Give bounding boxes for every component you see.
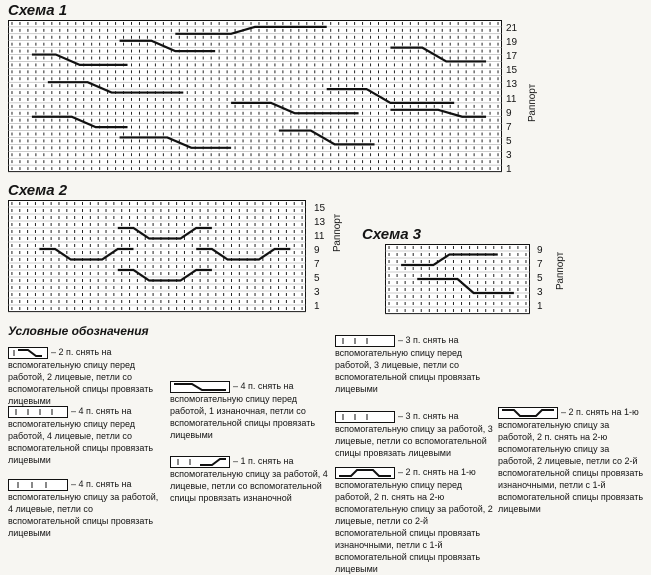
row-number: 3 <box>314 287 320 298</box>
legend-item-4 <box>170 380 330 441</box>
cable-symbol-icon <box>8 479 68 491</box>
row-number: 15 <box>314 203 326 214</box>
row-number: 9 <box>314 245 320 256</box>
legend-item-6 <box>335 334 495 395</box>
cable-symbol-icon <box>335 335 395 347</box>
row-number: 3 <box>506 149 512 161</box>
legend-text-2: – 4 п. снять на вспомогательную спицу перед работой, 4 лицевые, петли со вспомогательной спицы провязать лицевыми <box>8 406 154 465</box>
row-number: 9 <box>506 107 512 119</box>
row-number: 13 <box>314 217 326 228</box>
row-number: 5 <box>506 135 512 147</box>
row-number: 1 <box>506 164 512 175</box>
cable-symbol-icon <box>170 381 230 393</box>
legend-text-7: – 3 п. снять на вспомогательную спицу за работой, 3 лицевые, петли со вспомогательной спицы провязать лицевыми <box>335 411 493 458</box>
legend-item-5 <box>170 455 330 504</box>
cable-symbol-icon <box>8 347 48 359</box>
scheme1-chart <box>8 20 502 172</box>
row-number: 7 <box>314 259 320 270</box>
row-number: 11 <box>506 93 517 105</box>
scheme3-title: Схема 3 <box>362 226 422 243</box>
legend-item-9 <box>498 406 646 515</box>
scheme3-chart <box>385 244 530 314</box>
cable-symbol-icon <box>8 406 68 418</box>
legend-item-3 <box>8 478 163 539</box>
row-number: 5 <box>314 273 320 284</box>
legend-text-9: – 2 п. снять на 1-ю вспомогательную спицу за работой, 2 п. снять на 2-ю вспомогательную спицу за работой, 2 лицевые, петли со 2-й вспомогательной спицы провязать изнаночными, петли с 1-й вспомогательной спицы провязать лицевыми <box>498 407 644 514</box>
scheme3-rapport-label: Раппорт <box>555 251 566 290</box>
legend-text-6: – 3 п. снять на вспомогательную спицу перед работой, 3 лицевые, петли со вспомогательной спицы провязать лицевыми <box>335 335 481 394</box>
row-number: 21 <box>506 23 518 34</box>
legend-text-5: – 1 п. снять на вспомогательную спицу за работой, 4 лицевые, петли со вспомогательной спицы провязать изнаночной <box>170 456 328 503</box>
legend-text-4: – 4 п. снять на вспомогательную спицу перед работой, 1 изнаночная, петли со вспомогательной спицы провязать лицевыми <box>170 381 316 440</box>
legend-text-8: – 2 п. снять на 1-ю вспомогательную спицу перед работой, 2 п. снять на 2-ю вспомогательную спицу за работой, 2 лицевые, петли со 2-й вспомогательной спицы провязать изнаночными, петли с 1-й вспомогательной спицы провязать лицевыми <box>335 467 493 574</box>
row-number: 5 <box>537 273 543 284</box>
row-number: 7 <box>506 121 512 133</box>
legend-title: Условные обозначения <box>8 324 149 338</box>
legend-item-8 <box>335 466 495 575</box>
scheme1-title: Схема 1 <box>8 2 68 19</box>
legend-text-3: – 4 п. снять на вспомогательную спицу за работой, 4 лицевые, петли со вспомогательной спицы провязать лицевыми <box>8 479 159 538</box>
row-number: 1 <box>537 301 543 312</box>
cable-symbol-icon <box>170 456 230 468</box>
row-number: 17 <box>506 51 518 63</box>
scheme2-rapport-label: Раппорт <box>332 213 343 252</box>
row-number: 3 <box>537 287 543 298</box>
legend-text-1: – 2 п. снять на вспомогательную спицу перед работой, 2 лицевые, петли со вспомогательной спицы провязать лицевыми <box>8 347 154 406</box>
legend-item-1 <box>8 346 163 407</box>
row-number: 7 <box>537 259 543 270</box>
cable-symbol-icon <box>335 411 395 423</box>
legend-item-7 <box>335 410 495 459</box>
cable-symbol-icon <box>335 467 395 479</box>
legend-item-2 <box>8 405 163 466</box>
row-number: 9 <box>537 245 543 256</box>
scheme2-title: Схема 2 <box>8 182 68 199</box>
row-number: 19 <box>506 37 518 49</box>
scheme2-chart <box>8 200 306 312</box>
scheme1-rapport-label: Раппорт <box>527 83 538 122</box>
row-number: 11 <box>314 231 325 242</box>
cable-symbol-icon <box>498 407 558 419</box>
row-number: 13 <box>506 79 518 91</box>
row-number: 15 <box>506 65 518 77</box>
row-number: 1 <box>314 301 320 312</box>
